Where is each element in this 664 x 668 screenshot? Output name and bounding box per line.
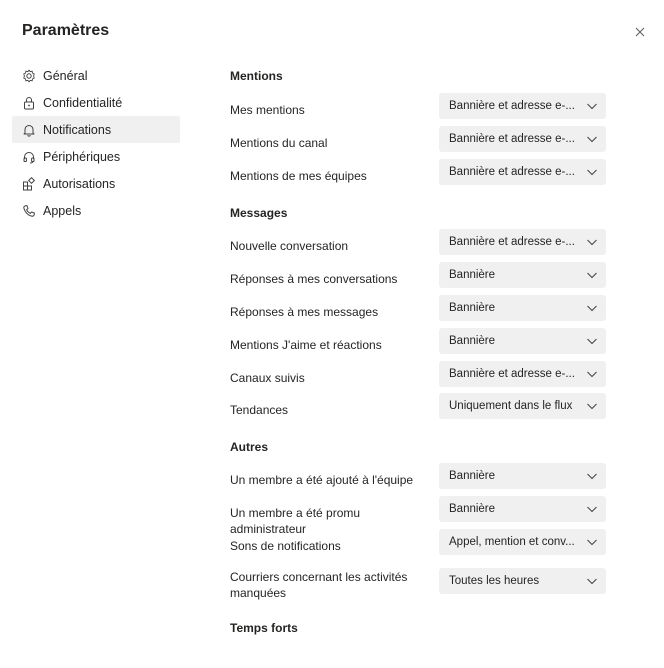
sidebar-item-label: Confidentialité	[43, 95, 123, 110]
sidebar-item-label: Autorisations	[43, 176, 116, 191]
setting-label: Mes mentions	[230, 103, 305, 117]
sidebar-item-privacy[interactable]	[12, 89, 180, 116]
setting-label: Un membre a été promu administrateur	[230, 506, 361, 536]
dropdown-value: Bannière et adresse e-...	[449, 368, 575, 380]
lock-icon	[22, 96, 36, 110]
dropdown-value: Bannière et adresse e-...	[449, 236, 575, 248]
sidebar-item-notifications[interactable]	[12, 116, 180, 143]
section-title-highlights: Temps forts	[230, 621, 298, 635]
setting-label: Réponses à mes conversations	[230, 272, 398, 286]
chevron-down-icon	[586, 503, 598, 515]
apps-icon	[22, 177, 36, 191]
sidebar-item-label: Périphériques	[43, 149, 121, 164]
team-mentions-dropdown[interactable]	[439, 159, 606, 185]
chevron-down-icon	[586, 269, 598, 281]
section-title-messages: Messages	[230, 206, 288, 220]
dropdown-value: Bannière	[449, 335, 496, 347]
chevron-down-icon	[586, 100, 598, 112]
sidebar-item-devices[interactable]	[12, 143, 180, 170]
likes-reactions-dropdown[interactable]	[439, 328, 606, 354]
my-mentions-dropdown[interactable]	[439, 93, 606, 119]
sidebar-item-label: Appels	[43, 203, 82, 218]
sidebar-item-permissions[interactable]	[12, 170, 180, 197]
dropdown-value: Bannière et adresse e-...	[449, 166, 575, 178]
missed-activity-emails-dropdown[interactable]	[439, 568, 606, 594]
chevron-down-icon	[586, 536, 598, 548]
dropdown-value: Bannière	[449, 470, 496, 482]
settings-sidebar	[12, 62, 180, 224]
chevron-down-icon	[586, 575, 598, 587]
new-conversation-dropdown[interactable]	[439, 229, 606, 255]
setting-label: Réponses à mes messages	[230, 305, 379, 319]
chevron-down-icon	[586, 133, 598, 145]
setting-label: Un membre a été ajouté à l'équipe	[230, 473, 414, 487]
chevron-down-icon	[586, 400, 598, 412]
setting-label: Courriers concernant les activités manquées	[230, 570, 408, 600]
section-title-other: Autres	[230, 440, 269, 454]
notification-sounds-dropdown[interactable]	[439, 529, 606, 555]
member-added-dropdown[interactable]	[439, 463, 606, 489]
dropdown-value: Bannière	[449, 503, 496, 515]
setting-label: Nouvelle conversation	[230, 239, 349, 253]
setting-label: Tendances	[230, 403, 289, 417]
chevron-down-icon	[586, 335, 598, 347]
sidebar-item-label: Notifications	[43, 122, 112, 137]
setting-label: Mentions du canal	[230, 136, 328, 150]
followed-channels-dropdown[interactable]	[439, 361, 606, 387]
dropdown-value: Uniquement dans le flux	[449, 400, 573, 412]
chevron-down-icon	[586, 368, 598, 380]
dropdown-value: Bannière	[449, 269, 496, 281]
trending-dropdown[interactable]	[439, 393, 606, 419]
dropdown-value: Bannière	[449, 302, 496, 314]
dropdown-value: Toutes les heures	[449, 575, 540, 587]
chevron-down-icon	[586, 470, 598, 482]
close-icon	[635, 27, 645, 37]
gear-icon	[22, 69, 36, 83]
sidebar-item-calls[interactable]	[12, 197, 180, 224]
close-button[interactable]	[630, 22, 650, 42]
sidebar-item-label: Général	[43, 68, 88, 83]
member-promoted-dropdown[interactable]	[439, 496, 606, 522]
chevron-down-icon	[586, 236, 598, 248]
dropdown-value: Bannière et adresse e-...	[449, 133, 575, 145]
setting-label: Sons de notifications	[230, 539, 341, 553]
chevron-down-icon	[586, 302, 598, 314]
chevron-down-icon	[586, 166, 598, 178]
setting-label: Mentions de mes équipes	[230, 169, 367, 183]
message-replies-dropdown[interactable]	[439, 295, 606, 321]
setting-label: Canaux suivis	[230, 371, 305, 385]
page-title: Paramètres	[22, 22, 110, 39]
sidebar-item-general[interactable]	[12, 62, 180, 89]
dropdown-value: Bannière et adresse e-...	[449, 100, 575, 112]
section-title-mentions: Mentions	[230, 69, 283, 83]
dropdown-value: Appel, mention et conv...	[449, 536, 575, 548]
bell-icon	[22, 123, 36, 137]
conversation-replies-dropdown[interactable]	[439, 262, 606, 288]
setting-label: Mentions J'aime et réactions	[230, 338, 382, 352]
phone-icon	[22, 204, 36, 218]
headset-icon	[22, 150, 36, 164]
channel-mentions-dropdown[interactable]	[439, 126, 606, 152]
